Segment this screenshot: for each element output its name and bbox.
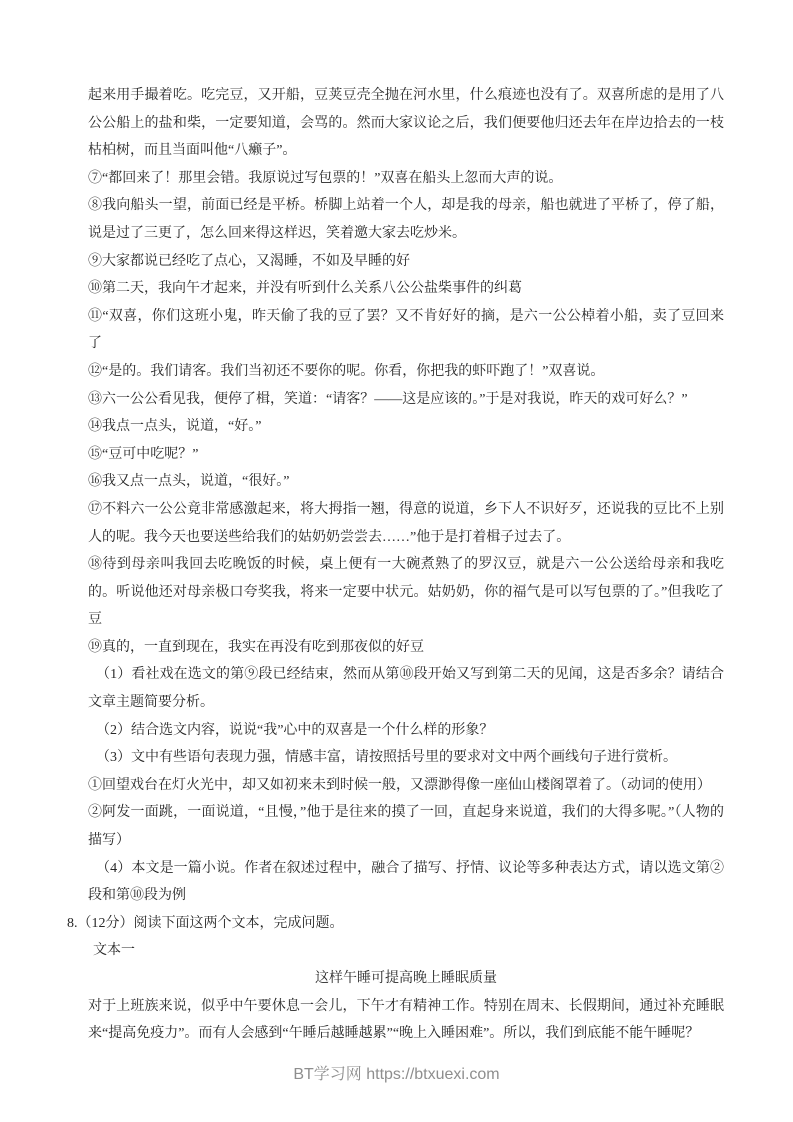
footer-watermark: BT学习网 https://btxuexi.com [293, 1066, 500, 1083]
passage-paragraph-19: ⑲真的，一直到现在，我实在再没有吃到那夜似的好豆 [88, 639, 424, 655]
passage-continuation: 起来用手撮着吃。吃完豆，又开船，豆荚豆壳全抛在河水里，什么痕迹也没有了。双喜所虑的是用了八公公船上的盐和柴，一定要知道，会骂的。然而大家议论之后，我们便要他归还去年在岸边拾去的一枝枯柏树，而且当面叫他“八癞子”。 [88, 88, 724, 159]
passage-paragraph-16: ⑯我又点一点头，说道，“很好。” [88, 474, 290, 490]
question-4: （4）本文是一篇小说。作者在叙述过程中，融合了描写、抒情、议论等多种表达方式，请以选文第②段和第⑩段为例 [88, 860, 724, 904]
question-8-heading: 8.（12分）阅读下面这两个文本，完成问题。 [67, 915, 344, 931]
passage-paragraph-17: ⑰不料六一公公竟非常感激起来，将大拇指一翘，得意的说道，乡下人不识好歹，还说我的豆比不上别人的呢。我今天也要送些给我们的姑奶奶尝尝去……”他于是打着楫子过去了。 [88, 501, 724, 545]
passage-paragraph-15: ⑮“豆可中吃呢？” [88, 446, 199, 462]
exam-text-block [67, 82, 724, 1048]
passage-paragraph-18: ⑱待到母亲叫我回去吃晚饭的时候，桌上便有一大碗煮熟了的罗汉豆，就是六一公公送给母亲和我吃的。听说他还对母亲极口夸奖我，将来一定要中状元。姑奶奶，你的福气是可以写包票的了。”但我吃了豆 [88, 557, 724, 628]
question-1: （1）看社戏在选文的第⑨段已经结束，然而从第⑩段开始又写到第二天的见闻，这是否多余？请结合文章主题简要分析。 [88, 667, 724, 711]
question-2: （2）结合选文内容，说说“我”心中的双喜是一个什么样的形象？ [96, 722, 494, 738]
question-3-sentence-1: ①回望戏台在灯火光中，却又如初来未到时候一般，又漂渺得像一座仙山楼阁罩着了。（动词的使用） [88, 777, 711, 793]
passage-paragraph-14: ⑭我点一点头，说道，“好。” [88, 419, 262, 435]
question-3-sentence-2: ②阿发一面跳，一面说道，“且慢，”他于是往来的摸了一回，直起身来说道，我们的大得多呢。”（人物的描写） [88, 805, 724, 849]
passage-paragraph-7: ⑦“都回来了！那里会错。我原说过写包票的！”双喜在船头上忽而大声的说。 [88, 170, 563, 186]
text1-body: 对于上班族来说，似乎中午要休息一会儿，下午才有精神工作。特别在周末、长假期间，通过补充睡眠来“提高免疫力”。而有人会感到“午睡后越睡越累”“晚上入睡困难”。所以，我们到底能不能午睡呢？ [88, 998, 724, 1042]
passage-paragraph-13: ⑬六一公公看见我，便停了楫，笑道：“请客？——这是应该的。”于是对我说，昨天的戏可好么？” [88, 391, 688, 407]
passage-paragraph-9: ⑨大家都说已经吃了点心，又渴睡，不如及早睡的好 [88, 253, 410, 269]
question-3: （3）文中有些语句表现力强，情感丰富，请按照括号里的要求对文中两个画线句子进行赏析。 [96, 750, 677, 766]
passage-paragraph-11: ⑪“双喜，你们这班小鬼，昨天偷了我的豆了罢？又不肯好好的摘，是六一公公棹着小船，卖了豆回来了 [88, 308, 724, 352]
text1-label: 文本一 [93, 943, 135, 959]
passage-paragraph-12: ⑫“是的。我们请客。我们当初还不要你的呢。你看，你把我的虾吓跑了！”双喜说。 [88, 363, 605, 379]
passage-paragraph-10: ⑩第二天，我向午才起来，并没有听到什么关系八公公盐柴事件的纠葛 [88, 281, 522, 297]
text1-title: 这样午睡可提高晚上睡眠质量 [315, 971, 497, 986]
passage-paragraph-8: ⑧我向船头一望，前面已经是平桥。桥脚上站着一个人，却是我的母亲，船也就进了平桥了，停了船，说是过了三更了，怎么回来得这样迟，笑着邀大家去吃炒米。 [88, 198, 724, 241]
